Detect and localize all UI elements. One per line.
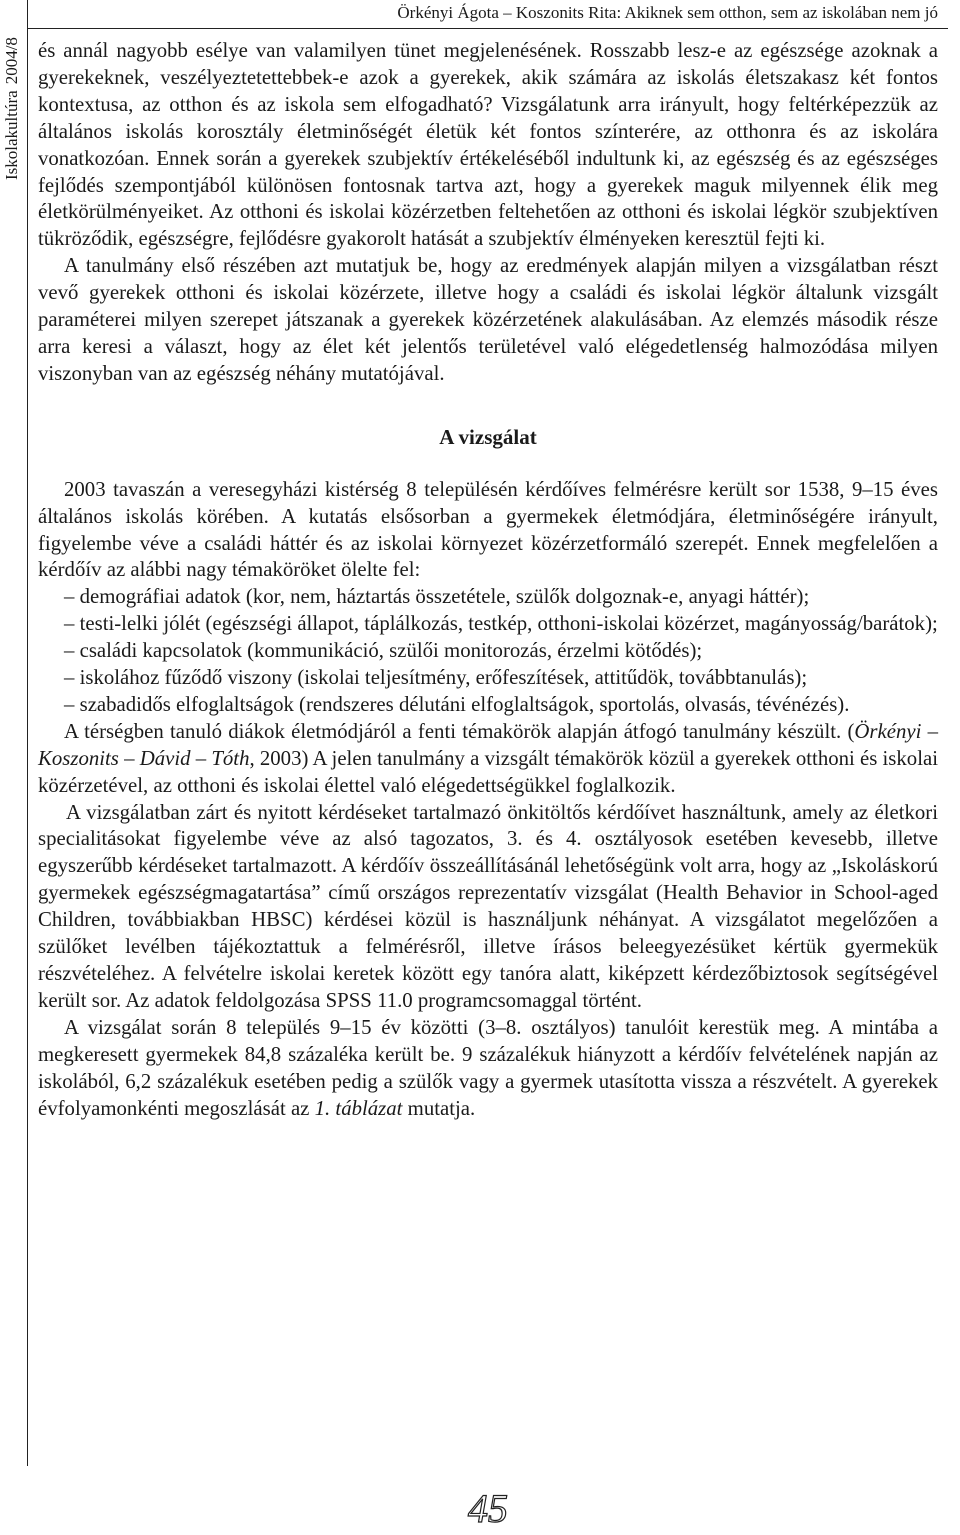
list-item: – iskolához fűződő viszony (iskolai teljesítmény, erőfeszítések, attitűdök, továbbtanulás);	[64, 666, 808, 690]
list-item: – testi-lelki jólét (egészségi állapot, táplálkozás, testkép, otthoni-iskolai közérzet, magányosság/barátok);	[64, 612, 938, 636]
paragraph: A vizsgálatban zárt és nyitott kérdéseket tartalmazó önkitöltős kérdőívet használtunk, amely az életkori specialitásokat figyelembe véve az alsó tagozatos, 3. és 4. osztályosok esetében kevesebb, illetve egyszerűbb kérdéseket tartalmazott. A kérdőív összeállításánál lehetőségünk volt arra, hogy az „Iskoláskorú gyermekek egészségmagatartása” című országos reprezentatív vizsgálat (Health Behavior in School-aged Children, továbbiakban HBSC) kérdései közül is használjunk néhányat. A vizsgálatot megelőzően a szülőket levélben tájékoztattuk a felmérésről, illetve írásos beleegyezésüket kértük gyermekük részvételéhez. A felvételre iskolai keretek között egy tanóra alatt, kiképzett kérdezőbiztosok segítségével került sor. Az adatok feldolgozása SPSS 11.0 programcsomaggal történt.	[38, 800, 938, 1012]
list-item: – szabadidős elfoglaltságok (rendszeres délutáni elfoglaltságok, sportolás, olvasás, tévénézés).	[64, 692, 850, 716]
section-heading: A vizsgálat	[439, 424, 537, 449]
citation-authors: Örkényi – Koszonits – Dávid – Tóth	[38, 719, 938, 770]
text-run: , 2003) A jelen tanulmány a vizsgált témakörök közül a gyerekek otthoni és iskolai közérzetével, az otthoni és iskolai élettel való elégedettségükkel foglalkozik.	[38, 746, 938, 797]
running-header: Örkényi Ágota – Koszonits Rita: Akiknek sem otthon, sem az iskolában nem jó	[397, 3, 938, 22]
list-item: – demográfiai adatok (kor, nem, háztartás összetétele, szülők dolgoznak-e, anyagi háttér);	[64, 585, 810, 609]
text-run: A vizsgálat során 8 település 9–15 év közötti (3–8. osztályos) tanulóit kerestük meg. A mintába a megkeresett gyermekek 84,8 százaléka került be. 9 százalékuk hiányzott a kérdőív felvételének napján az iskolából, 6,2 százalékuk esetében pedig a szülők vagy a gyermek utasította vissza a részvételt. A gyerekek évfolyamonkénti megoszlását az	[38, 1015, 938, 1120]
text-run: A térségben tanuló diákok életmódjáról a fenti témakörök alapján átfogó tanulmány készült. (	[64, 719, 855, 743]
journal-side-label	[2, 37, 22, 180]
paragraph: A tanulmány első részében azt mutatjuk be, hogy az eredmények alapján milyen a vizsgálatban részt vevő gyerekek otthoni és iskolai közérzete, illetve hogy a családi és iskolai légkör általunk vizsgált paraméterei milyen szerepet játszanak a gyerekek közérzetének alakulásában. Az elemzés második része arra keresi a választ, hogy az élet két jelentős területével való elégedetlenség halmozódása milyen viszonyban van az egészség néhány mutatójával.	[38, 254, 938, 385]
paragraph	[38, 719, 938, 800]
header-rule	[28, 28, 948, 29]
page-number: 45	[468, 1486, 508, 1531]
article-body	[38, 38, 938, 1122]
list-item: – családi kapcsolatok (kommunikáció, szülői monitorozás, érzelmi kötődés);	[64, 639, 703, 663]
journal-issue: 2004/8	[2, 37, 21, 85]
journal-name: Iskolakultúra	[2, 90, 21, 180]
paragraph: és annál nagyobb esélye van valamilyen tünet megjelenésének. Rosszabb lesz-e az egészsége azoknak a gyerekeknek, veszélyeztetettebbek-e azok a gyerekek, akik számára az iskolás életszakasz két fontos kontextusa, az otthon és az iskola sem elfogadható? Vizsgálatunk arra irányult, hogy feltérképezzük az általános iskolás korosztály életminőségét életük két fontos színterére, az otthonra és az iskolára vonatkozóan. Ennek során a gyerekek szubjektív értékeléséből indultunk ki, az egészség és az egészséges fejlődés szempontjából különösen fontosnak tartva azt, hogy a gyerekek maguk milyennek élik meg életkörülményeiket. Az otthoni és iskolai közérzetben feltehetően az otthoni és iskolai légkör szubjektíven tükröződik, egészségre, fejlődésre gyakorolt hatását a szubjektív élményeken keresztül fejti ki.	[38, 39, 938, 251]
side-rule	[27, 0, 28, 1466]
table-reference: 1. táblázat	[314, 1096, 403, 1120]
text-run: mutatja.	[402, 1096, 476, 1120]
paragraph: 2003 tavaszán a veresegyházi kistérség 8 településén kérdőíves felmérésre került sor 1538, 9–15 éves általános iskolás körében. A kutatás elsősorban a gyermekek életmódjára, életminőségére irányult, figyelembe véve a családi háttér és az iskolai környezet közérzetformáló szerepét. Ennek megfelelően a kérdőív az alábbi nagy témaköröket ölelte fel:	[38, 477, 938, 582]
paragraph	[38, 1015, 938, 1123]
